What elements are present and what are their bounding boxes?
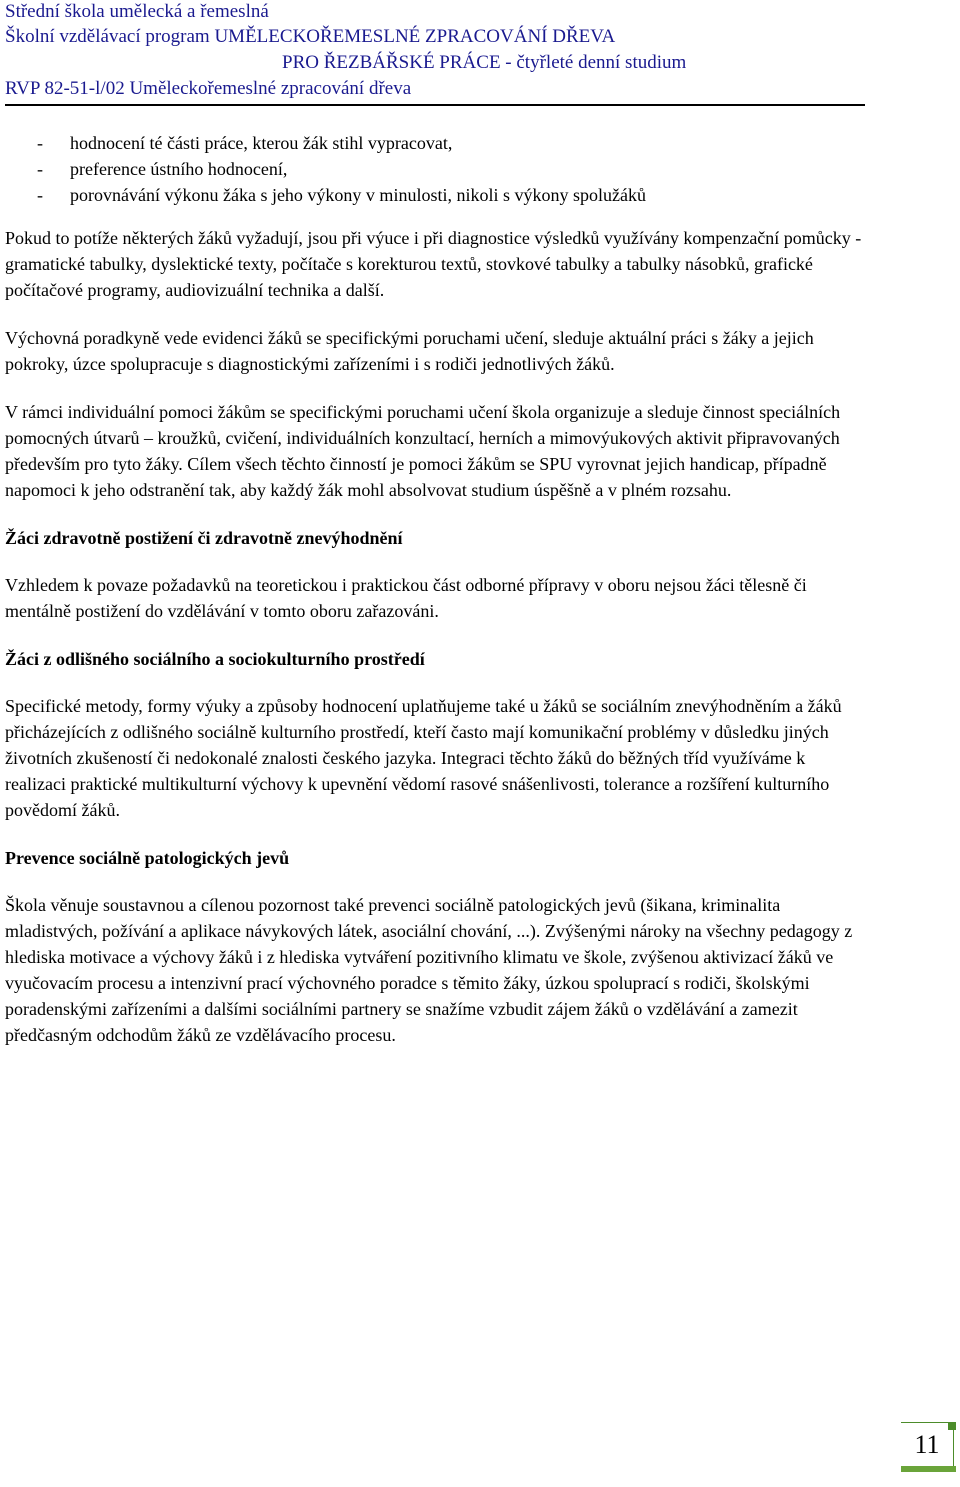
- section-heading-disabled-students: Žáci zdravotně postižení či zdravotně znevýhodnění: [5, 528, 403, 548]
- bullet-dash: -: [37, 159, 43, 179]
- section-text-prevention: Škola věnuje soustavnou a cílenou pozornost také prevenci sociálně patologických jevů (šikana, kriminalita mladistvých, požívání a aplikace návykových látek, asociální chování, ...). Zvýšenými nároky na všechny pedagogy z hlediska motivace a výchovy žáků i z hlediska vytváření pozitivního klimatu ve škole, zvýšenou aktivizací žáků ve vyučovacím procesu a intenzivní prací výchovného poradce s těmito žáky, úzkou spoluprací s rodiči, školskými poradenskými zařízeními a dalšími sociálními partnery se snažíme vzbudit zájem žáků o vzdělávání a zamezit předčasným odchodům žáků ze vzdělávacího procesu.: [5, 895, 853, 1045]
- section-text-disabled-students: Vzhledem k povaze požadavků na teoretickou i praktickou část odborné přípravy v oboru nejsou žáci tělesně či mentálně postižení do vzdělávání v tomto oboru zařazováni.: [5, 575, 807, 621]
- section-text-social-background: Specifické metody, formy výuky a způsoby hodnocení uplatňujeme také u žáků se sociálním znevýhodněním a žáků přicházejících z odlišného sociálně kulturního prostředí, kteří často mají komunikační problémy v důsledku jiných životních zkušeností či nedokonalé znalosti českého jazyka. Integraci těchto žáků do běžných tříd využíváme k realizaci praktické multikulturní výchovy k upevnění vědomí rasové snášenlivosti, tolerance a rozšíření kulturního povědomí žáků.: [5, 696, 842, 820]
- page-number-corner-accent: [948, 1422, 956, 1430]
- page-footer-accent-bar: [901, 1466, 956, 1472]
- bullet-dash: -: [37, 185, 43, 205]
- paragraph-compensation-aids: Pokud to potíže některých žáků vyžadují, jsou při výuce i při diagnostice výsledků využívány kompenzační pomůcky - gramatické tabulky, dyslektické texty, počítače s korekturou textů, stovkové tabulky a tabulky násobků, grafické počítačové programy, audiovizuální technika a další.: [5, 228, 862, 300]
- list-item: - porovnávání výkonu žáka s jeho výkony v minulosti, nikoli s výkony spolužáků: [5, 182, 865, 208]
- page-number: 11: [901, 1422, 954, 1467]
- header-school-name: Střední škola umělecká a řemeslná: [5, 1, 269, 22]
- section-heading-social-background: Žáci z odlišného sociálního a sociokulturního prostředí: [5, 649, 425, 669]
- bullet-dash: -: [37, 133, 43, 153]
- document-header: [5, 0, 865, 102]
- list-item: - hodnocení té části práce, kterou žák stihl vypracovat,: [5, 130, 865, 156]
- assessment-bullet-list: [5, 130, 865, 208]
- header-rvp-code: RVP 82-51-l/02 Uměleckořemeslné zpracování dřeva: [5, 78, 412, 99]
- document-body: [5, 130, 865, 1070]
- paragraph-individual-help: V rámci individuální pomoci žákům se specifickými poruchami učení škola organizuje a sleduje činnost speciálních pomocných útvarů – kroužků, cvičení, individuálních konzultací, herních a mimovýukových aktivit připravovaných především pro tyto žáky. Cílem všech těchto činností je pomoci žákům se SPU vyrovnat jejich handicap, případně napomoci k jeho odstranění tak, aby každý žák mohl absolvovat studium úspěšně a v plném rozsahu.: [5, 402, 841, 500]
- header-program-subtitle: PRO ŘEZBÁŘSKÉ PRÁCE - čtyřleté denní studium: [282, 52, 687, 73]
- list-item: - preference ústního hodnocení,: [5, 156, 865, 182]
- header-program-title: Školní vzdělávací program UMĚLECKOŘEMESLNÉ ZPRACOVÁNÍ DŘEVA: [5, 26, 616, 47]
- header-divider: [5, 104, 865, 106]
- paragraph-counselor: Výchovná poradkyně vede evidenci žáků se specifickými poruchami učení, sleduje aktuální práci s žáky a jejich pokroky, úzce spolupracuje s diagnostickými zařízeními i s rodiči jednotlivých žáků.: [5, 328, 814, 374]
- section-heading-prevention: Prevence sociálně patologických jevů: [5, 848, 290, 868]
